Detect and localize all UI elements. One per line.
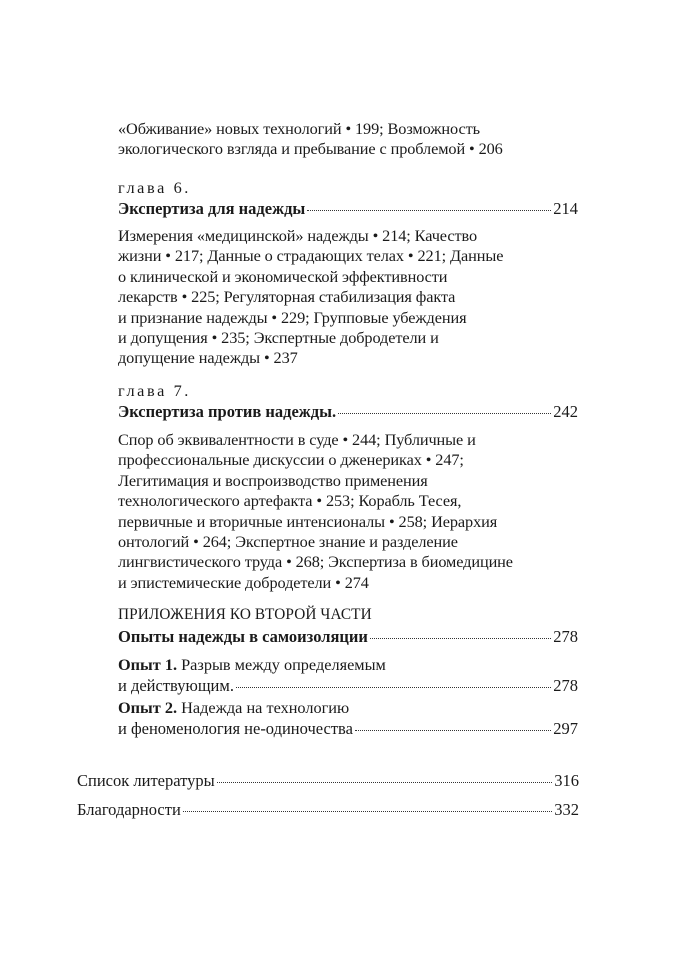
chapter-7-toc-entry[interactable] xyxy=(118,401,578,422)
chapter-6-toc-entry[interactable] xyxy=(118,198,578,219)
bibliography-label: Список литературы xyxy=(77,771,215,790)
dot-leader xyxy=(183,811,552,812)
acknowledgements-label: Благодарности xyxy=(77,800,181,819)
dot-leader xyxy=(236,687,551,688)
dot-leader xyxy=(217,782,553,783)
chapter-6-page: 214 xyxy=(553,199,578,218)
intro-paragraph: «Обживание» новых технологий • 199; Возможность экологического взгляда и пребывание с проблемой • 206 xyxy=(118,119,503,159)
experiment-1-prefix: Опыт 1. xyxy=(118,655,178,674)
appendix-page: 278 xyxy=(553,627,578,646)
dot-leader xyxy=(338,413,551,414)
dot-leader xyxy=(370,638,551,639)
experiment-2-title-line2: и феноменология не-одиночества xyxy=(118,719,353,738)
acknowledgements-toc-entry[interactable] xyxy=(77,799,579,820)
chapter-7-page: 242 xyxy=(553,402,578,421)
experiment-1-heading xyxy=(118,654,578,675)
experiment-2-toc-entry[interactable] xyxy=(118,718,578,739)
bibliography-page: 316 xyxy=(554,771,579,790)
experiment-2-heading xyxy=(118,697,578,718)
chapter-7-summary: Спор об эквивалентности в суде • 244; Публичные и профессиональные дискуссии о дженериках • 247; Легитимация и воспроизводство применения технологического артефакта • 253; Корабль Тесея, первичные и вторичные интенсионалы • 258; Иерархия онтологий • 264; Экспертное знание и разделение лингвистического труда • 268; Экспертиза в биомедицине и эпистемические добродетели • 274 xyxy=(118,430,513,592)
chapter-7-label: глава 7. xyxy=(118,381,191,400)
chapter-6-label: глава 6. xyxy=(118,178,191,197)
chapter-7-title: Экспертиза против надежды. xyxy=(118,402,337,421)
appendix-label: ПРИЛОЖЕНИЯ КО ВТОРОЙ ЧАСТИ xyxy=(118,606,372,623)
appendix-toc-entry[interactable] xyxy=(118,626,578,647)
appendix-title: Опыты надежды в самоизоляции xyxy=(118,627,368,646)
acknowledgements-page: 332 xyxy=(554,800,579,819)
experiment-2-prefix: Опыт 2. xyxy=(118,698,178,717)
chapter-6-summary: Измерения «медицинской» надежды • 214; Качество жизни • 217; Данные о страдающих телах • 221; Данные о клинической и экономической эффективности лекарств • 225; Регуляторная стабилизация факта и признание надежды • 229; Групповые убеждения и допущения • 235; Экспертные добродетели и допущение надежды • 237 xyxy=(118,226,504,368)
experiment-1-title-line2: и действующим. xyxy=(118,676,234,695)
experiment-1-page: 278 xyxy=(553,676,578,695)
experiment-1-title-line1: Разрыв между определяемым xyxy=(177,655,386,674)
experiment-2-page: 297 xyxy=(553,719,578,738)
dot-leader xyxy=(355,730,551,731)
chapter-6-title: Экспертиза для надежды xyxy=(118,199,306,218)
experiment-2-title-line1: Надежда на технологию xyxy=(177,698,350,717)
dot-leader xyxy=(307,210,551,211)
experiment-1-toc-entry[interactable] xyxy=(118,675,578,696)
bibliography-toc-entry[interactable] xyxy=(77,770,579,791)
